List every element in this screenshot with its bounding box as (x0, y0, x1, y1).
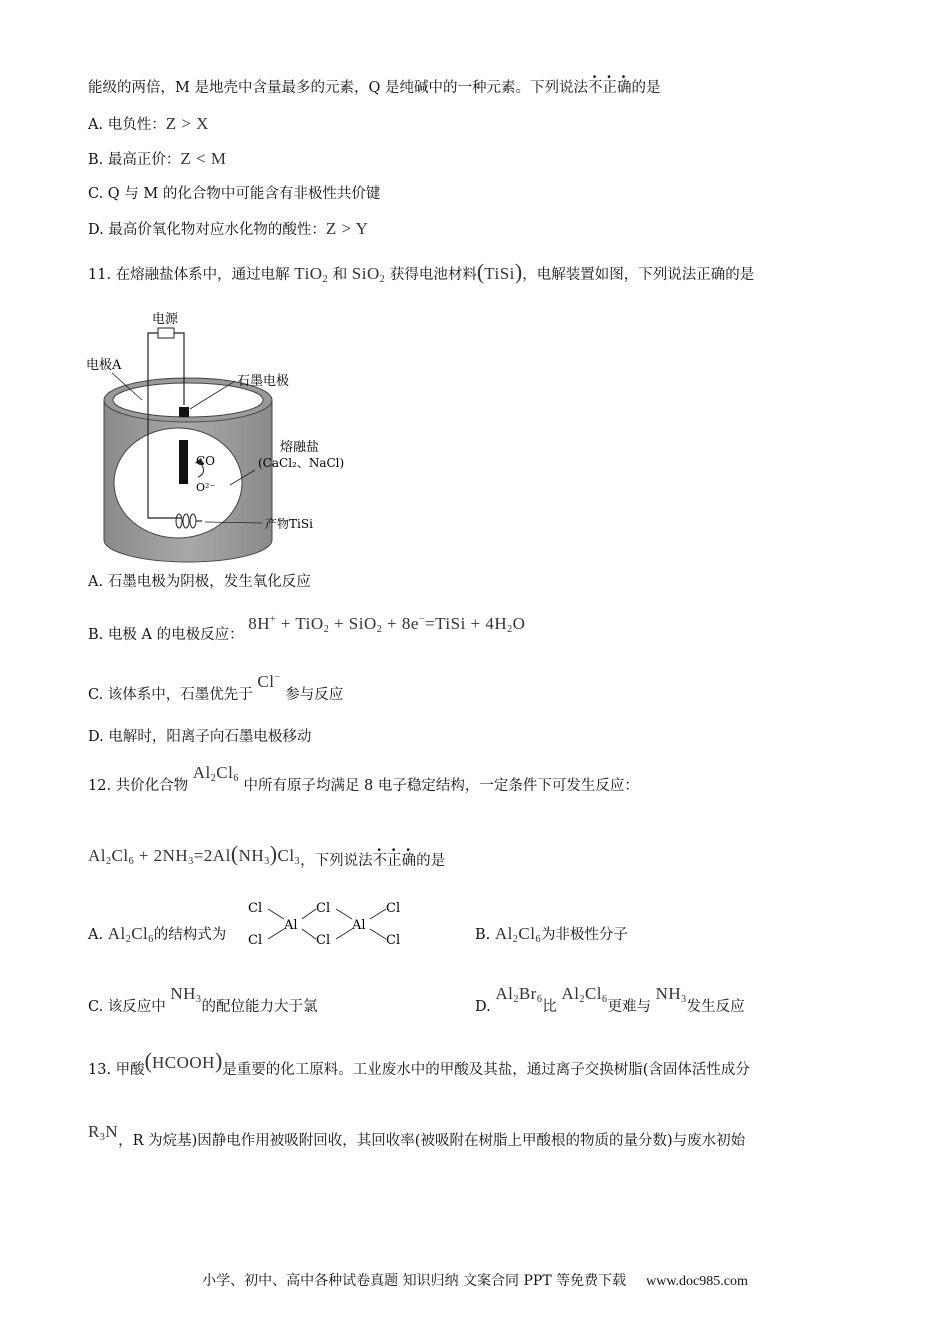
graphite-rod (179, 440, 188, 484)
svg-text:Cl: Cl (316, 933, 331, 947)
q12-option-a: A. $Al_2Cl_6$的结构式为 (88, 924, 227, 945)
footer-url[interactable]: www.doc985.com (646, 1274, 748, 1289)
emphasis-char: 确 (401, 853, 417, 869)
emphasis-char: 确 (616, 80, 632, 96)
formula-sio2: SiO$_2$ (351, 264, 386, 285)
emphasis-char: 正 (602, 80, 617, 96)
svg-text:Cl: Cl (248, 901, 263, 916)
formula-al2cl6: $Al_2Cl_6$ (192, 763, 239, 784)
svg-text:Cl: Cl (386, 901, 401, 916)
label-o2: O²⁻ (196, 481, 216, 494)
q12-option-d: D. $Al_2Br_6$比 $Al_2Cl_6$更难与 $NH_3$发生反应 (475, 984, 745, 1015)
q10-option-a: A. 电负性：Z > X (88, 114, 209, 133)
paren-right: ) (514, 259, 523, 284)
al2cl6-structure (244, 895, 414, 947)
graphite-top (179, 407, 189, 417)
label-product: 产物TiSi (265, 517, 313, 531)
formula-r3n: $R_3N$ (88, 1122, 119, 1143)
emphasis-char: 不 (372, 853, 388, 869)
svg-text:Al: Al (352, 918, 366, 933)
q11-option-d: D. 电解时，阳离子向石墨电极移动 (88, 729, 312, 745)
svg-text:Al: Al (284, 918, 298, 933)
power-source (158, 328, 174, 338)
q10-option-c: C. Q 与 M 的化合物中可能含有非极性共价键 (88, 186, 381, 202)
q13-stem-line1: 13. 甲酸(HCOOH)是重要的化工原料。工业废水中的甲酸及其盐，通过离子交换树脂(含固体活性成分 (88, 1048, 750, 1078)
emphasis-char: 不 (587, 80, 603, 96)
label-molten-salt: 熔融盐 (280, 440, 320, 455)
electrolysis-diagram (80, 305, 380, 565)
q12-option-b: B. $Al_2Cl_6$为非极性分子 (475, 924, 628, 945)
q10-option-d: D. 最高价氧化物对应水化物的酸性：Z > Y (88, 219, 369, 238)
q12-equation-line: $Al_2Cl_6 + 2NH_3=2Al(NH_3)Cl_3$，下列说法不正确的是 (88, 841, 446, 869)
q11-option-c: C. 该体系中，石墨优先于 Cl− 参与反应 (88, 672, 344, 703)
svg-text:Cl: Cl (316, 901, 331, 916)
svg-text:Cl: Cl (386, 933, 401, 947)
q12-stem: 12. 共价化合物 $Al_2Cl_6$ 中所有原子均满足 8 电子稳定结构，一定条件下可发生反应： (88, 763, 639, 794)
formula-tio2: TiO$_2$ (294, 264, 329, 285)
page-footer: 小学、初中、高中各种试卷真题 知识归纳 文案合同 PPT 等免费下载 www.doc985.com (202, 1273, 748, 1289)
cylinder-window (114, 428, 242, 538)
label-graphite: 石墨电极 (237, 374, 290, 389)
emphasis-char: 正 (387, 853, 402, 869)
q10-stem: 能级的两倍，M 是地壳中含量最多的元素，Q 是纯碱中的一种元素。下列说法不正确的是 (88, 80, 661, 96)
q12-option-c: C. 该反应中 $NH_3$的配位能力大于氯 (88, 984, 318, 1015)
q11-stem: 11. 在熔融盐体系中，通过电解 TiO$_2$ 和 SiO$_2$ 获得电池材料(TiSi)，电解装置如图，下列说法正确的是 (88, 259, 755, 285)
reaction-equation: $Al_2Cl_6 + 2NH_3=2Al(NH_3)Cl_3$ (88, 841, 301, 867)
q10-option-b: B. 最高正价：Z < M (88, 149, 227, 168)
label-co: CO (196, 454, 216, 468)
label-electrode-a: 电极A (86, 358, 122, 373)
svg-text:Cl: Cl (248, 933, 263, 947)
q13-stem-line2: $R_3N$，R 为烷基)因静电作用被吸附回收，其回收率(被吸附在树脂上甲酸根的物质的量分数)与废水初始 (88, 1122, 746, 1149)
q11-option-b: B. 电极 A 的电极反应： 8H+ + TiO$_2$ + SiO$_2$ + 8e−=TiSi + $4H_2O$ (88, 614, 526, 643)
label-power: 电源 (152, 312, 179, 327)
q11-option-a: A. 石墨电极为阴极，发生氧化反应 (88, 574, 311, 590)
equation-electrode-a: 8H+ + TiO$_2$ + SiO$_2$ + 8e−=TiSi + $4H_2O$ (248, 614, 526, 635)
paren-left: ( (476, 259, 485, 284)
label-molten-salt-composition: (CaCl₂、NaCl) (258, 456, 345, 470)
